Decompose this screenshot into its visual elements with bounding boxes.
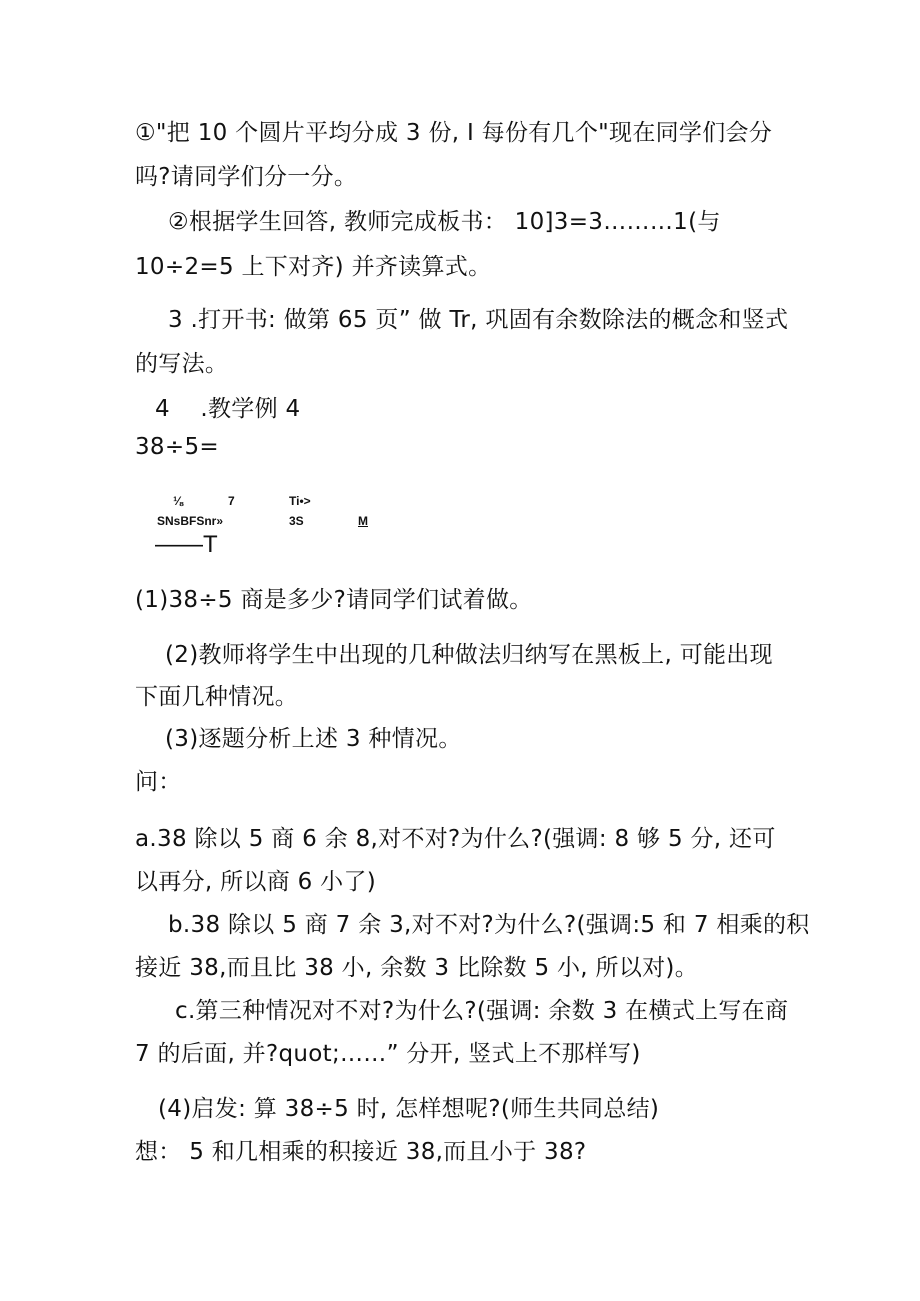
paragraph-line-14: a.38 除以 5 商 6 余 8,对不对?为什么?(强调: 8 够 5 分, 还可 (135, 826, 776, 852)
paragraph-line-12: (3)逐题分析上述 3 种情况。 (165, 726, 462, 752)
figure-label: 7 (228, 494, 235, 508)
equation-38-div-5: 38÷5= (135, 434, 219, 460)
paragraph-line-5: 3 .打开书: 做第 65 页” 做 Tr, 巩固有余数除法的概念和竖式 (168, 307, 789, 333)
paragraph-line-10: (2)教师将学生中出现的几种做法归纳写在黑板上, 可能出现 (165, 642, 773, 668)
paragraph-line-15: 以再分, 所以商 6 小了) (135, 869, 377, 895)
paragraph-line-16: b.38 除以 5 商 7 余 3,对不对?为什么?(强调:5 和 7 相乘的积 (168, 912, 810, 938)
paragraph-line-6: 的写法。 (135, 351, 229, 377)
figure-label: ⅛ (173, 494, 184, 508)
section-heading-example-4: 4 .教学例 4 (155, 396, 301, 422)
figure-label: SNsBFSnr» (157, 514, 224, 528)
paragraph-line-3: ②根据学生回答, 教师完成板书： 10]3=3………1(与 (168, 209, 721, 235)
paragraph-line-13: 问： (135, 769, 182, 795)
figure-label: 3S (289, 514, 304, 528)
figure-label: M (358, 514, 368, 528)
paragraph-line-2: 吗?请同学们分一分。 (135, 164, 358, 190)
figure-dash-t: ——T (155, 531, 218, 558)
paragraph-line-18: c.第三种情况对不对?为什么?(强调: 余数 3 在横式上写在商 (175, 998, 789, 1024)
paragraph-line-9: (1)38÷5 商是多少?请同学们试着做。 (135, 587, 533, 613)
paragraph-line-1: ①"把 10 个圆片平均分成 3 份, I 每份有几个"现在同学们会分 (135, 120, 773, 146)
paragraph-line-17: 接近 38,而且比 38 小, 余数 3 比除数 5 小, 所以对)。 (135, 955, 699, 981)
paragraph-line-4: 10÷2=5 上下对齐) 并齐读算式。 (135, 254, 492, 280)
paragraph-line-19: 7 的后面, 并?quot;……” 分开, 竖式上不那样写) (135, 1041, 641, 1067)
figure-label: Ti•> (289, 494, 311, 508)
paragraph-line-21: 想： 5 和几相乘的积接近 38,而且小于 38? (135, 1139, 587, 1165)
paragraph-line-11: 下面几种情况。 (135, 684, 299, 710)
paragraph-line-20: (4)启发: 算 38÷5 时, 怎样想呢?(师生共同总结) (158, 1096, 660, 1122)
